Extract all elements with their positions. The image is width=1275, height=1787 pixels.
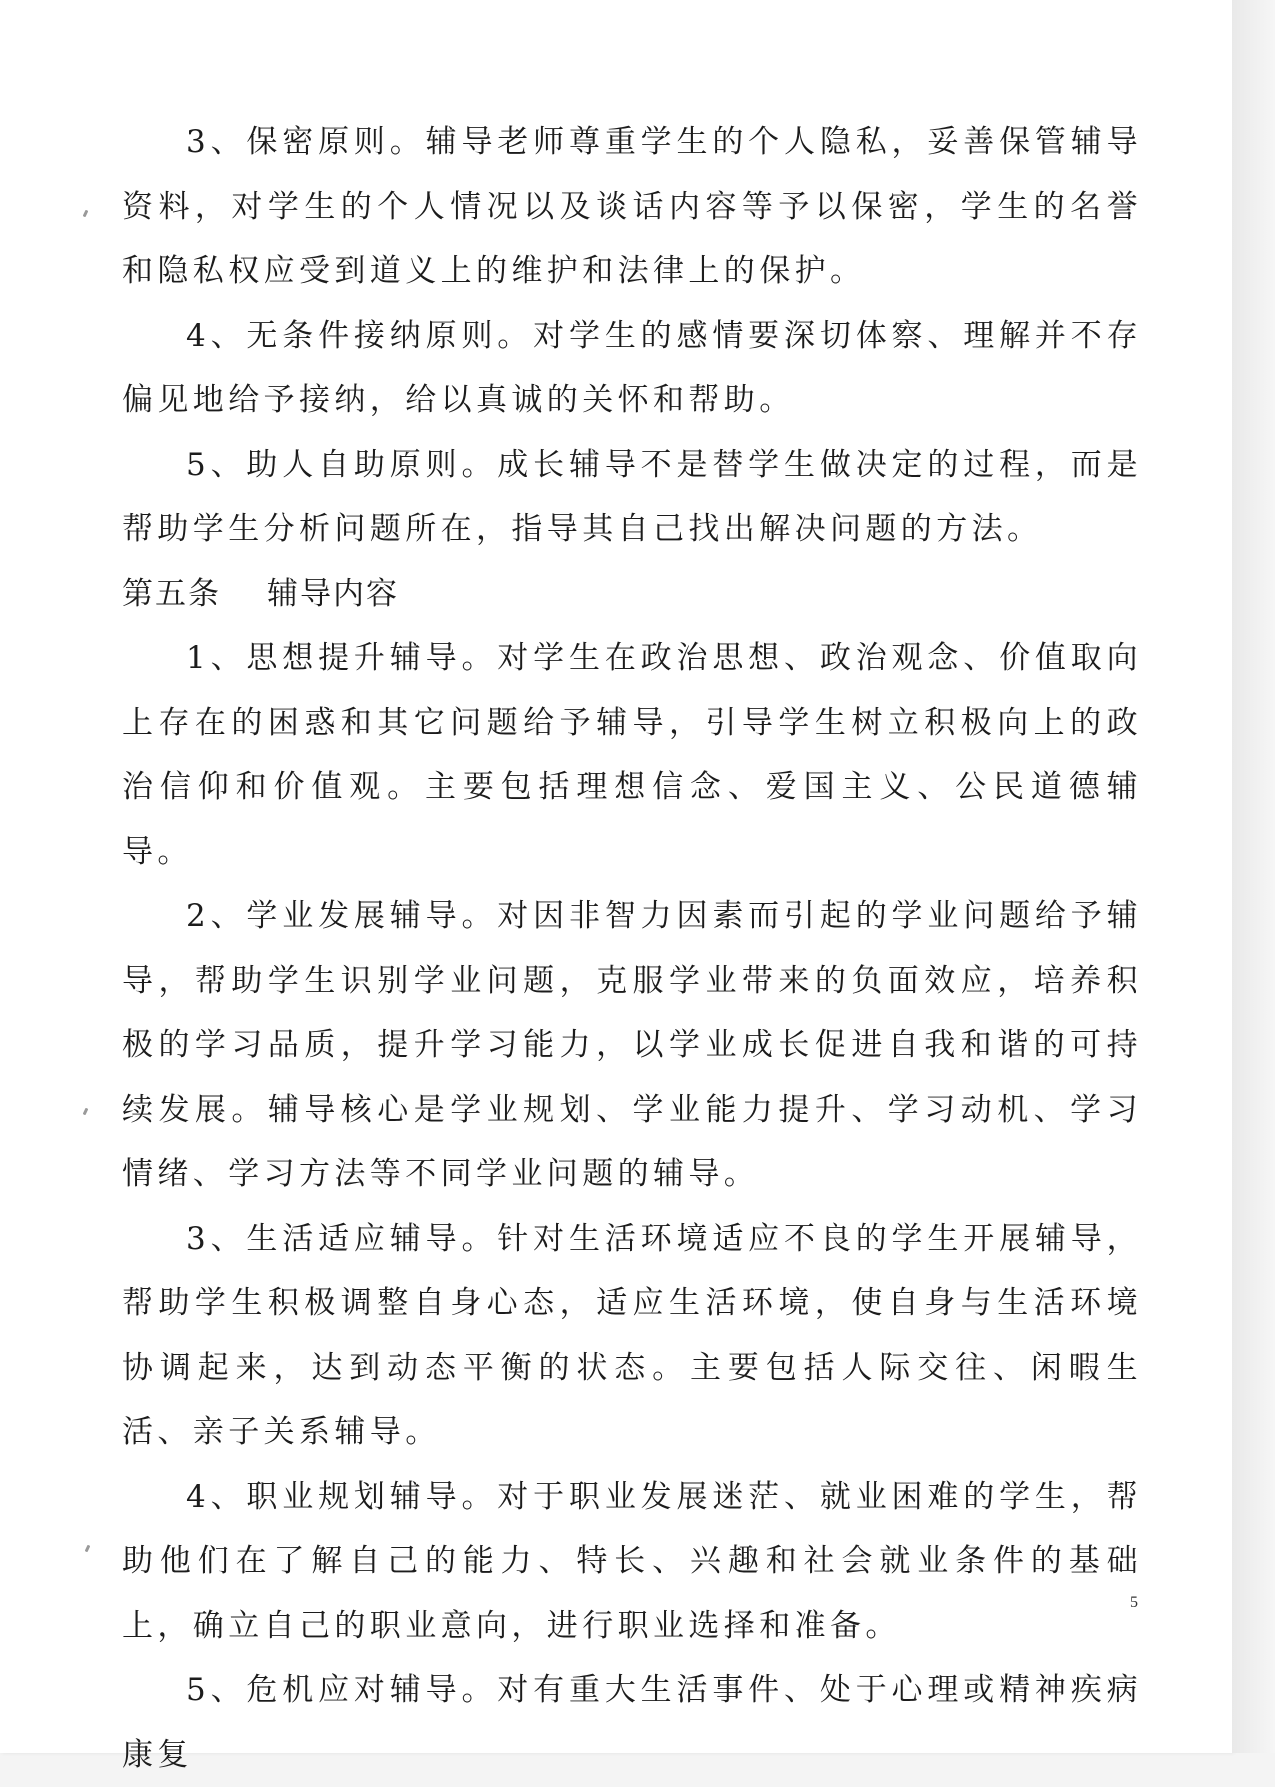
paragraph-confidentiality-principle: 3、保密原则。辅导老师尊重学生的个人隐私，妥善保管辅导资料，对学生的个人情况以及谈话内容等予以保密，学生的名誉和隐私权应受到道义上的维护和法律上的保护。 bbox=[122, 124, 1142, 289]
paragraph-self-help-principle: 5、助人自助原则。成长辅导不是替学生做决定的过程，而是帮助学生分析问题所在，指导其自己找出解决问题的方法。 bbox=[122, 446, 1142, 547]
scan-edge bbox=[1232, 0, 1275, 1753]
section-number: 第五条 bbox=[122, 575, 221, 612]
paragraph-career-planning-counseling: 4、职业规划辅导。对于职业发展迷茫、就业困难的学生，帮助他们在了解自己的能力、特长、兴趣和社会就业条件的基础上，确立自己的职业意向，进行职业选择和准备。 bbox=[122, 1478, 1142, 1644]
scan-speck bbox=[83, 210, 89, 218]
paragraph-life-adaptation-counseling: 3、生活适应辅导。针对生活环境适应不良的学生开展辅导，帮助学生积极调整自身心态，适应生活环境，使自身与生活环境协调起来，达到动态平衡的状态。主要包括人际交往、闲暇生活、亲子关系辅导。 bbox=[122, 1220, 1142, 1450]
page-number: 5 bbox=[1130, 1594, 1138, 1611]
document-body bbox=[122, 110, 1142, 1787]
paragraph-unconditional-acceptance-principle: 4、无条件接纳原则。对学生的感情要深切体察、理解并不存偏见地给予接纳，给以真诚的关怀和帮助。 bbox=[122, 317, 1142, 418]
scan-speck bbox=[85, 1545, 91, 1553]
paragraph-academic-counseling: 2、学业发展辅导。对因非智力因素而引起的学业问题给予辅导，帮助学生识别学业问题，克服学业带来的负面效应，培养积极的学习品质，提升学习能力，以学业成长促进自我和谐的可持续发展。辅导核心是学业规划、学业能力提升、学习动机、学习情绪、学习方法等不同学业问题的辅导。 bbox=[122, 898, 1142, 1192]
paragraph-ideological-counseling: 1、思想提升辅导。对学生在政治思想、政治观念、价值取向上存在的困惑和其它问题给予辅导，引导学生树立积极向上的政治信仰和价值观。主要包括理想信念、爱国主义、公民道德辅导。 bbox=[122, 640, 1142, 870]
paragraph-crisis-counseling: 5、危机应对辅导。对有重大生活事件、处于心理或精神疾病康复 bbox=[122, 1672, 1142, 1773]
section-heading bbox=[122, 562, 1142, 627]
section-title: 辅导内容 bbox=[267, 575, 399, 612]
scan-speck bbox=[83, 1108, 89, 1116]
